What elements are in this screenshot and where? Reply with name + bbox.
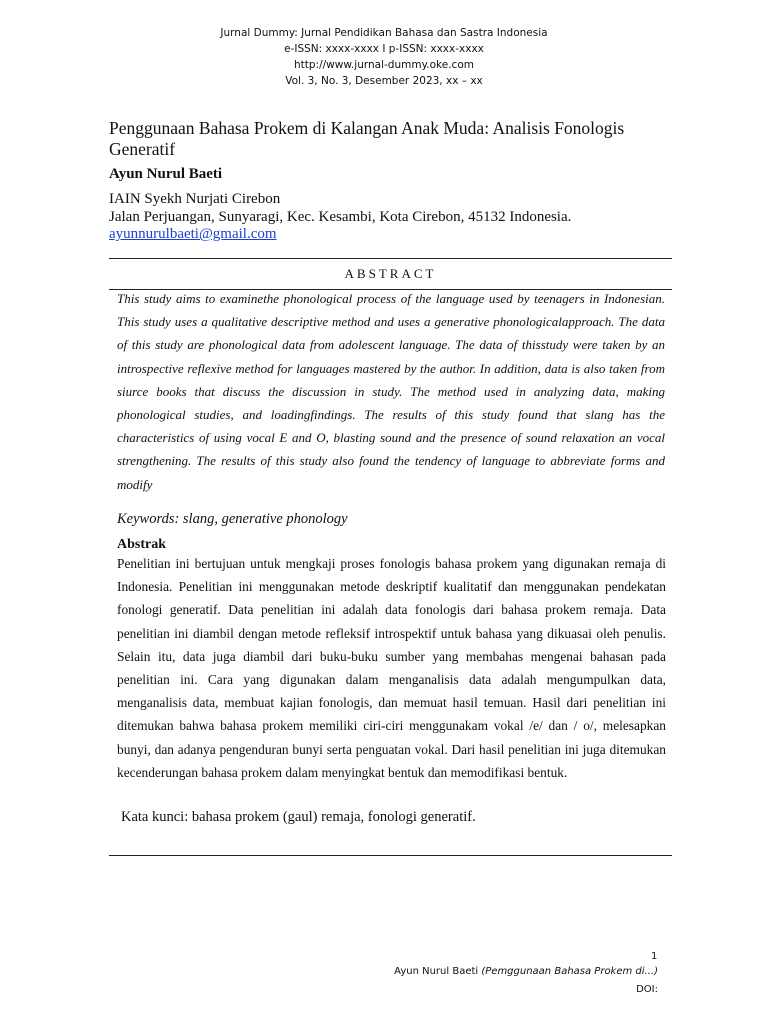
journal-name: Jurnal Dummy: Jurnal Pendidikan Bahasa dan Sastra Indonesia — [220, 27, 548, 39]
author-email-link[interactable]: ayunnurulbaeti@gmail.com — [109, 226, 277, 242]
journal-url[interactable]: http://www.jurnal-dummy.oke.com — [294, 59, 474, 71]
footer-doi: DOI: — [636, 984, 658, 995]
keywords-english: Keywords: slang, generative phonology — [117, 511, 348, 527]
abstrak-indonesian-text: Penelitian ini bertujuan untuk mengkaji proses fonologis bahasa prokem yang digunakan remaja di Indonesia. Penelitian ini menggunakan metode deskriptif kualitatif dan menggunakan pendekatan fonologi generatif. Data penelitian ini adalah data fonologis dari bahasa prokem remaja. Data penelitian ini diambil dengan metode refleksif introspektif untuk bahasa yang dikuasai oleh penulis. Selain itu, data juga diambil dari buku-buku sumber yang membahas mengenai bahasan pada penelitian ini. Cara yang digunakan dalam menganalisis data adalah mengumpulkan data, menganalisis data, membuat kajian fonologis, dan memuat hasil temuan. Hasil dari penelitian ini ditemukan bahwa bahasa prokem memiliki ciri-ciri menggunakam vokal /e/ dan / o/, melesapkan bunyi, dan adanya pengenduran bunyi serta penguatan vokal. Dari hasil penelitian ini juga ditemukan kecenderungan bahasa prokem dalam menyingkat bentuk dan memodifikasi bentuk. — [117, 556, 666, 780]
abstract-english-text: This study aims to examinethe phonological process of the language used by teenagers in Indonesian. This study uses a qualitative descriptive method and uses a generative phonologicalapproach. The data of this study are phonological data from adolescent language. The data of thisstudy were taken by an introspective reflexive method for languages mastered by the author. In addition, data is also taken from siurce books that discuss the discussion in study. The method used in analyzing data, making phonological studies, and loadingfindings. The results of this study found that slang has the characteristics of using vocal E and O, blasting sound and the presence of sound relaxation an vocal strengthening. The results of this study also found the tendency of language to abbreviate forms and modify — [117, 291, 665, 492]
footer-short-title: (Pemggunaan Bahasa Prokem di...) — [481, 966, 658, 977]
abstract-heading: ABSTRACT — [344, 266, 437, 281]
author-institution: IAIN Syekh Nurjati Cirebon — [109, 191, 281, 207]
author-address: Jalan Perjuangan, Sunyaragi, Kec. Kesambi, Kota Cirebon, 45132 Indonesia. — [109, 209, 572, 225]
journal-issn: e-ISSN: xxxx-xxxx I p-ISSN: xxxx-xxxx — [284, 43, 484, 55]
author-name: Ayun Nurul Baeti — [109, 166, 223, 182]
article-title: Penggunaan Bahasa Prokem di Kalangan Anak Muda: Analisis Fonologis Generatif — [109, 118, 625, 159]
footer-author: Ayun Nurul Baeti — [394, 966, 482, 977]
page-number: 1 — [651, 951, 658, 962]
keywords-indonesian: Kata kunci: bahasa prokem (gaul) remaja, fonologi generatif. — [121, 809, 476, 825]
running-footer — [394, 966, 658, 977]
journal-volume: Vol. 3, No. 3, Desember 2023, xx – xx — [285, 75, 483, 87]
abstract-bottom-divider — [109, 855, 672, 856]
abstrak-heading: Abstrak — [117, 537, 167, 552]
abstract-top-divider — [109, 258, 672, 259]
